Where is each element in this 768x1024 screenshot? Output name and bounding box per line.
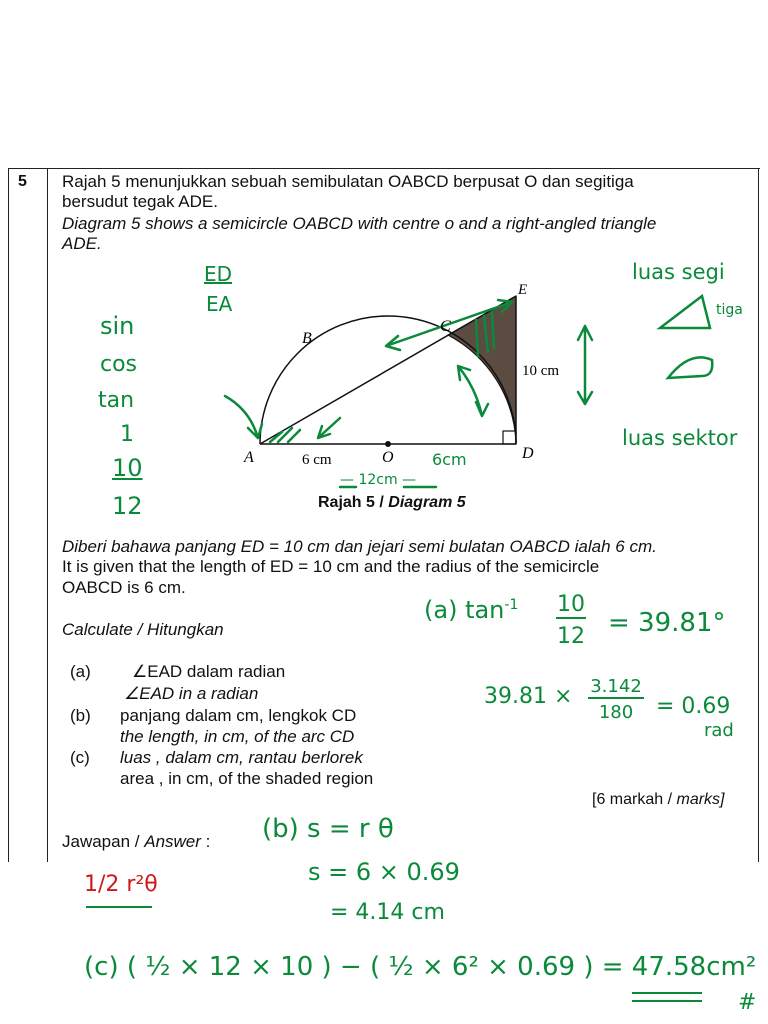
hw-sector-frac: 1/2 <box>84 872 120 897</box>
part-c-label: (c) <box>70 748 90 767</box>
hw-one: 1 <box>120 422 134 447</box>
sector-sketch <box>668 357 712 378</box>
calculate-heading <box>62 620 224 640</box>
hw-tiga: tiga <box>716 302 743 318</box>
calculate-malay: Hitungkan <box>147 620 224 639</box>
arrow-a-pointer <box>225 396 262 438</box>
arrow-arc-cd <box>458 366 488 416</box>
question-malay-line2: bersudut tegak ADE. <box>62 192 218 211</box>
hw-sin: sin <box>100 312 135 340</box>
hw-a-prefix: (a) tan <box>424 596 505 624</box>
label-c: C <box>440 318 451 335</box>
hw-cos: cos <box>100 352 138 377</box>
question-english-line1: Diagram 5 shows a semicircle OABCD with centre o and a right-angled triangle <box>62 214 657 233</box>
hw-part-a-tan <box>424 596 518 624</box>
triangle-sketch <box>660 296 710 328</box>
hw-conversion-result: = 0.69 <box>656 694 731 719</box>
hw-sector-area-formula <box>84 872 158 897</box>
hw-conversion-numerator: 3.142 <box>588 676 644 699</box>
hw-six-cm: 6cm <box>432 450 467 469</box>
hw-a-result: = 39.81° <box>608 608 726 638</box>
part-b-label: (b) <box>70 706 91 725</box>
marks <box>592 790 724 810</box>
caption-malay: Rajah 5 <box>318 494 375 511</box>
part-c-english: area , in cm, of the shaded region <box>120 769 374 788</box>
part-c-malay: luas , dalam cm, rantau berlorek <box>120 748 363 767</box>
hw-a-denominator: 12 <box>557 624 585 649</box>
given-malay: Diberi bahawa panjang ED = 10 cm dan jejari semi bulatan OABCD ialah 6 cm. <box>62 537 657 556</box>
part-b-english: the length, in cm, of the arc CD <box>120 727 355 746</box>
hw-part-c-working: (c) ( ½ × 12 × 10 ) − ( ½ × 6² × 0.69 ) = 47.58cm² <box>84 952 757 982</box>
hw-rad: rad <box>704 720 734 741</box>
label-b: B <box>302 330 312 347</box>
question-frame-top <box>8 168 760 169</box>
answer-label <box>62 832 210 852</box>
label-e: E <box>518 282 528 298</box>
hw-ratio-top: ED <box>204 262 233 286</box>
hw-part-b-result: = 4.14 cm <box>330 900 445 925</box>
question-english-line2: ADE. <box>62 234 102 253</box>
hw-result-underline-2 <box>632 1000 702 1002</box>
hw-hash: # <box>738 990 757 1015</box>
part-a-malay: ∠EAD dalam radian <box>132 662 286 681</box>
part-a-english: ∠EAD in a radian <box>124 684 259 703</box>
part-b-malay: panjang dalam cm, lengkok CD <box>120 706 357 725</box>
centre-point <box>385 441 391 447</box>
calculate-separator: / <box>132 620 148 639</box>
question-number: 5 <box>18 173 27 190</box>
hw-conversion-left: 39.81 × <box>484 684 573 709</box>
given-english-line1: It is given that the length of ED = 10 cm and the radius of the semicircle <box>62 557 600 576</box>
marks-malay: [6 markah <box>592 791 664 808</box>
hw-sector-underline <box>86 906 152 908</box>
answer-separator: / <box>130 832 145 851</box>
label-d: D <box>522 445 534 462</box>
diagram-caption <box>318 494 466 512</box>
arrow-ed <box>578 326 592 404</box>
hw-twelve: 12 <box>112 492 143 520</box>
question-malay-line1: Rajah 5 menunjukkan sebuah semibulatan OABCD berpusat O dan segitiga <box>62 172 634 191</box>
line-ae <box>260 296 516 444</box>
given-english-line2: OABCD is 6 cm. <box>62 578 186 597</box>
hw-luas-sektor: luas sektor <box>622 426 738 450</box>
hw-a-numerator: 10 <box>557 592 585 617</box>
right-angle-marker <box>503 431 516 444</box>
answer-malay: Jawapan <box>62 832 131 851</box>
label-ao-length: 6 cm <box>302 452 332 468</box>
hw-part-b-formula: (b) s = r θ <box>262 814 394 844</box>
answer-colon: : <box>200 832 211 851</box>
hw-part-b-substitution: s = 6 × 0.69 <box>308 858 460 886</box>
label-o: O <box>382 449 394 466</box>
part-a-label: (a) <box>70 662 91 681</box>
caption-separator: / <box>374 494 389 511</box>
hw-a-sup: -1 <box>504 597 519 613</box>
hw-tan: tan <box>98 388 135 413</box>
caption-english: Diagram 5 <box>388 494 466 511</box>
label-a: A <box>244 449 254 466</box>
hw-twelve-cm: — 12cm — <box>340 472 417 488</box>
label-ed-length: 10 cm <box>522 363 560 379</box>
hw-result-underline-1 <box>632 992 702 994</box>
hw-luas-segi: luas segi <box>632 260 725 284</box>
marks-english: marks] <box>676 791 725 808</box>
hw-ratio-bottom: EA <box>206 292 233 316</box>
hw-sector-rest: r²θ <box>126 872 158 897</box>
hw-conversion-denominator: 180 <box>598 702 634 723</box>
marks-separator: / <box>663 791 677 808</box>
hw-ten: 10 <box>112 454 143 482</box>
answer-english: Answer <box>144 832 201 851</box>
calculate-english: Calculate <box>62 620 133 639</box>
arrow-angle-pointer <box>318 418 340 438</box>
